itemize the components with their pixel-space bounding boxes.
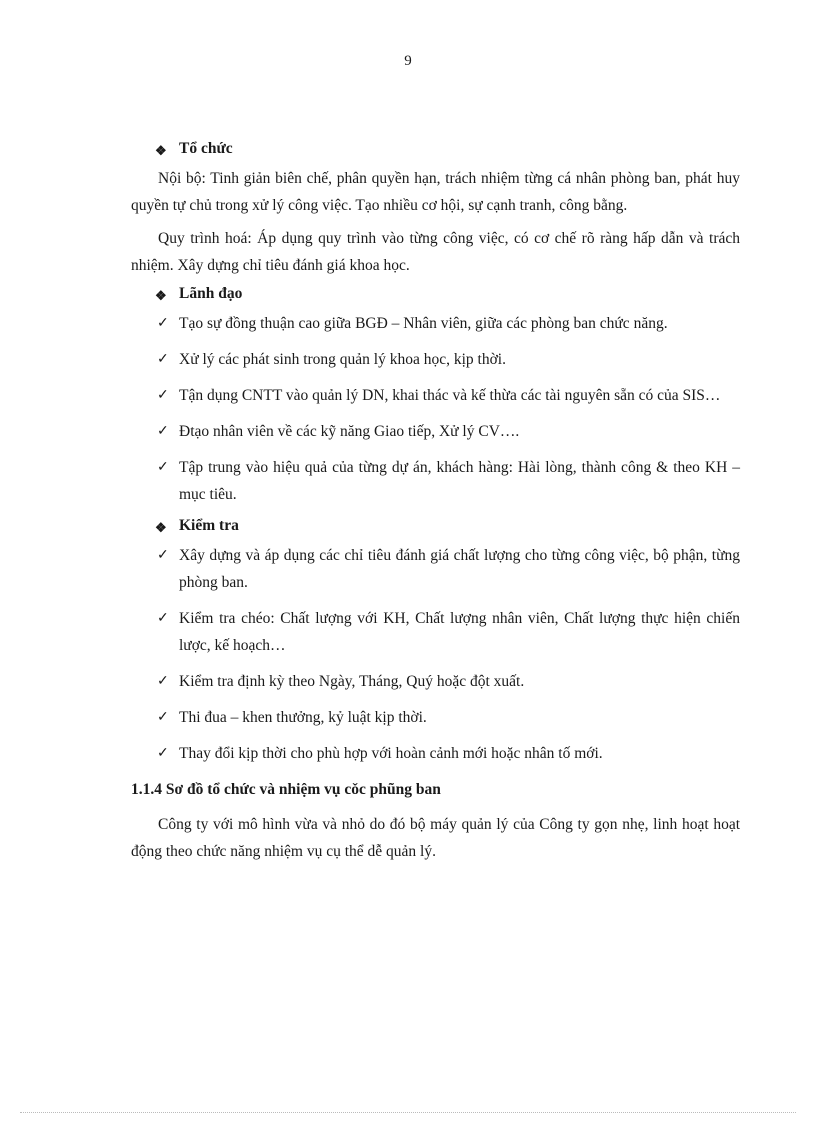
diamond-bullet-icon: ❖ <box>155 288 167 303</box>
list-item-text: Tận dụng CNTT vào quản lý DN, khai thác và kế thừa các tài nguyên sẵn có của SIS… <box>179 387 721 404</box>
section-heading-kiem-tra <box>131 517 740 535</box>
list-item-text: Xử lý các phát sinh trong quản lý khoa học, kịp thời. <box>179 351 506 368</box>
checkmark-icon: ✓ <box>157 424 169 439</box>
list-item <box>131 668 740 695</box>
footer-divider <box>20 1112 796 1113</box>
list-item-text: Kiểm tra định kỳ theo Ngày, Tháng, Quý hoặc đột xuất. <box>179 673 525 690</box>
list-item <box>131 418 740 445</box>
list-item <box>131 605 740 659</box>
checkmark-icon: ✓ <box>157 746 169 761</box>
subsection-paragraph: Công ty với mô hình vừa và nhỏ do đó bộ máy quản lý của Công ty gọn nhẹ, linh hoạt hoạt động theo chức năng nhiệm vụ cụ thể dễ quản lý. <box>131 816 740 860</box>
paragraph-quy-trinh-hoa: Quy trình hoá: Áp dụng quy trình vào từng công việc, có cơ chế rõ ràng hấp dẫn và trách nhiệm. Xây dựng chỉ tiêu đánh giá khoa học. <box>131 230 740 274</box>
diamond-bullet-icon: ❖ <box>155 143 167 158</box>
list-item <box>131 382 740 409</box>
checkmark-icon: ✓ <box>157 674 169 689</box>
list-item-text: Đtạo nhân viên về các kỹ năng Giao tiếp, Xử lý CV…. <box>179 423 520 440</box>
list-item-text: Kiểm tra chéo: Chất lượng với KH, Chất lượng nhân viên, Chất lượng thực hiện chiến lược, kế hoạch… <box>179 610 740 654</box>
checkmark-icon: ✓ <box>157 611 169 626</box>
list-item-text: Thi đua – khen thưởng, kỷ luật kịp thời. <box>179 709 427 726</box>
list-item <box>131 542 740 596</box>
list-item-text: Tạo sự đồng thuận cao giữa BGĐ – Nhân viên, giữa các phòng ban chức năng. <box>179 315 668 332</box>
page-number: 9 <box>404 53 412 69</box>
subsection-title: 1.1.4 Sơ đồ tổ chức và nhiệm vụ cǒc phũng ban <box>131 781 441 798</box>
list-item-text: Xây dựng và áp dụng các chỉ tiêu đánh giá chất lượng cho từng công việc, bộ phận, từng phòng ban. <box>179 547 740 591</box>
list-item <box>131 740 740 767</box>
checkmark-icon: ✓ <box>157 388 169 403</box>
section-heading-text: Lãnh đạo <box>179 285 243 302</box>
list-item <box>131 310 740 337</box>
checkmark-icon: ✓ <box>157 460 169 475</box>
section-heading-text: Kiểm tra <box>179 517 239 534</box>
checkmark-icon: ✓ <box>157 316 169 331</box>
list-item <box>131 704 740 731</box>
checkmark-icon: ✓ <box>157 548 169 563</box>
diamond-bullet-icon: ❖ <box>155 520 167 535</box>
checkmark-icon: ✓ <box>157 352 169 367</box>
section-heading-text: Tổ chức <box>179 140 233 157</box>
list-item <box>131 454 740 508</box>
section-heading-lanh-dao <box>131 285 740 303</box>
list-item <box>131 346 740 373</box>
paragraph-noi-bo: Nội bộ: Tinh giản biên chế, phân quyền hạn, trách nhiệm từng cá nhân phòng ban, phát huy quyền tự chủ trong xử lý công việc. Tạo nhiều cơ hội, sự cạnh tranh, công bằng. <box>131 170 740 214</box>
document-body <box>131 140 740 865</box>
list-item-text: Thay đổi kịp thời cho phù hợp với hoàn cảnh mới hoặc nhân tố mới. <box>179 745 603 762</box>
section-heading-to-chuc <box>131 140 740 158</box>
list-item-text: Tập trung vào hiệu quả của từng dự án, khách hàng: Hài lòng, thành công & theo KH – mục tiêu. <box>179 459 740 503</box>
checkmark-icon: ✓ <box>157 710 169 725</box>
